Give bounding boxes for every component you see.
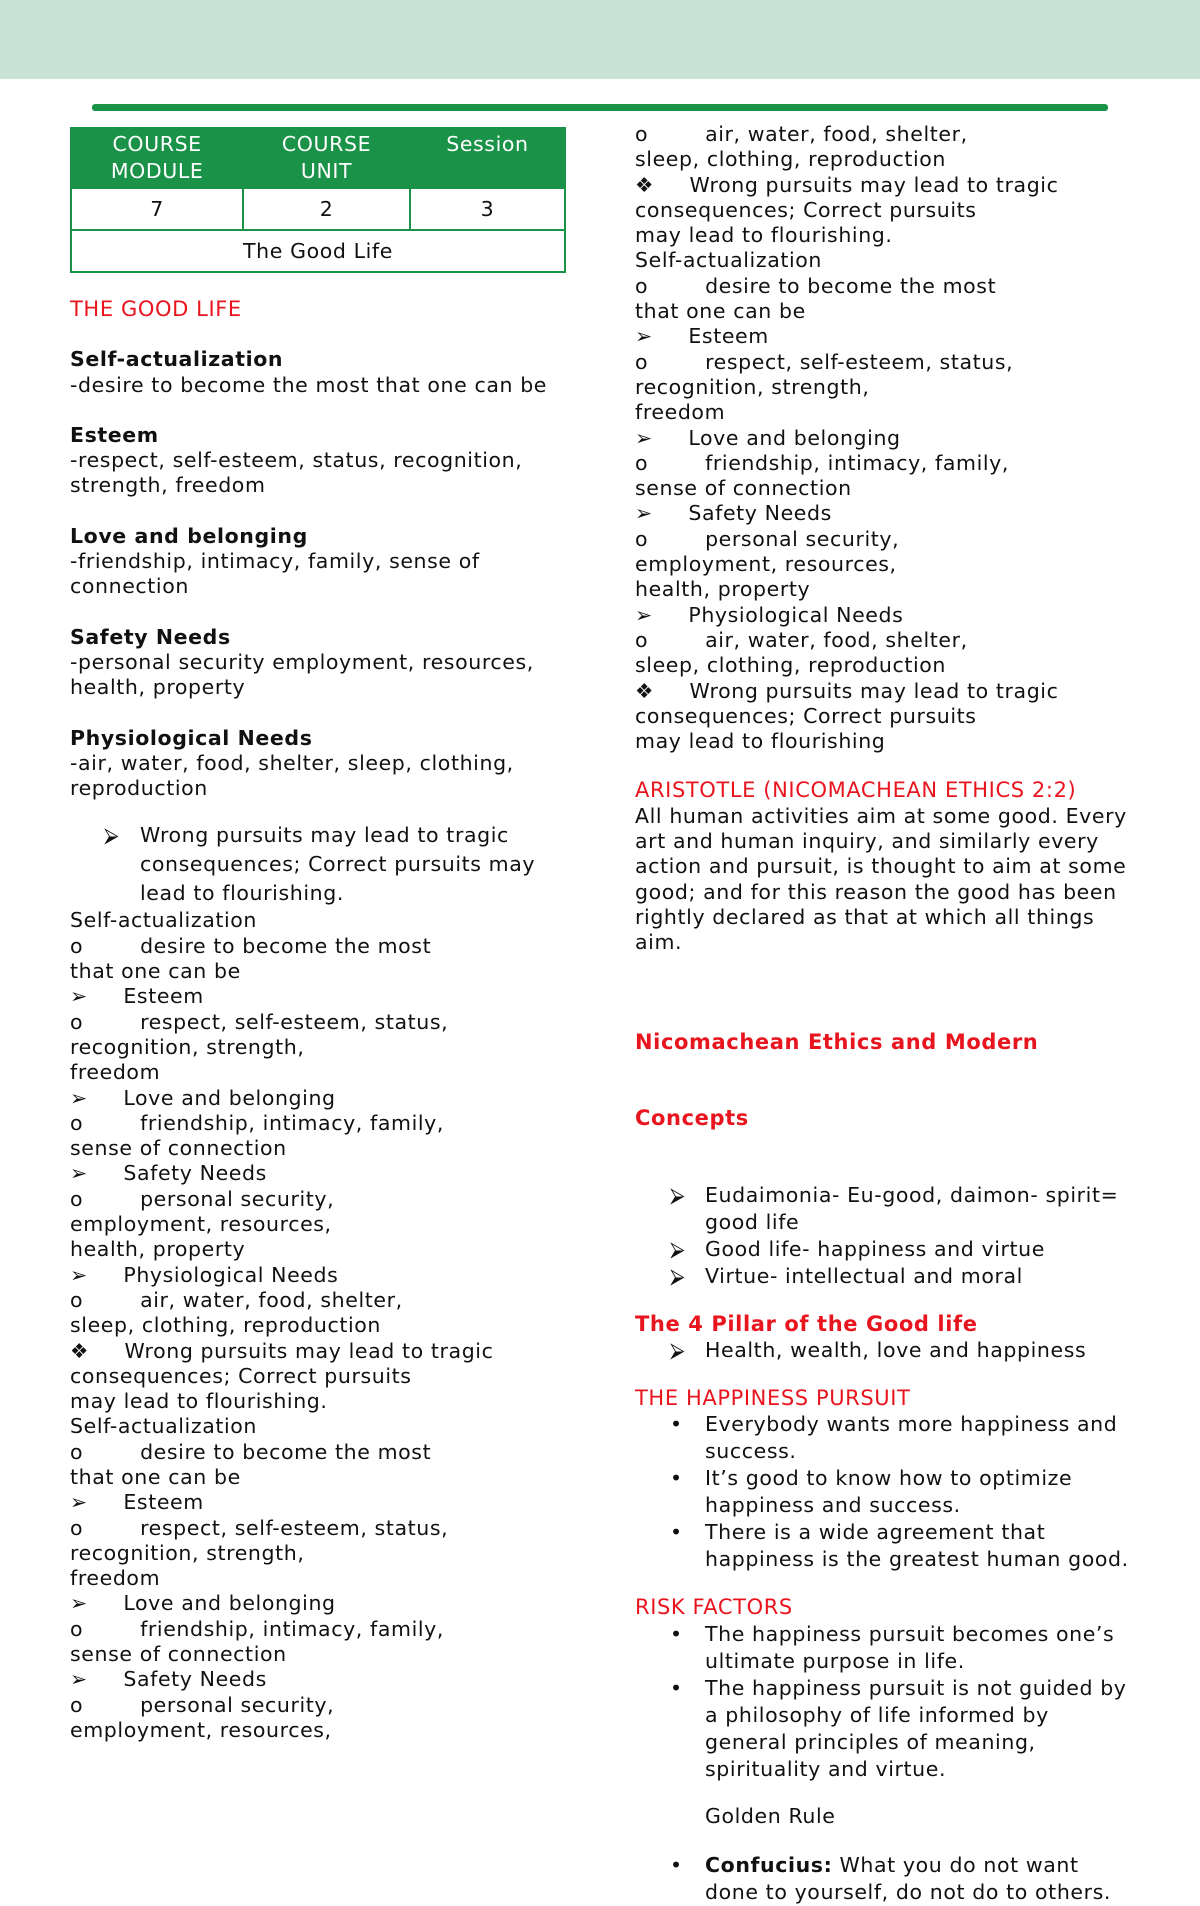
list-item	[635, 1519, 1135, 1573]
text-line: o respect, self-esteem, status,	[635, 349, 1014, 374]
bullet-dot-icon: •	[670, 1520, 683, 1545]
needs-section	[70, 423, 590, 499]
needs-section	[70, 524, 590, 600]
list-item	[635, 1411, 1135, 1465]
text-line: o desire to become the most	[635, 273, 997, 298]
nicomachean-heading-line: Concepts	[635, 1105, 749, 1130]
bullet-dot-icon: •	[670, 1675, 683, 1700]
text-line: ➢ Esteem	[70, 984, 204, 1009]
section-line: strength, freedom	[70, 473, 266, 498]
arrow-note-line: consequences; Correct pursuits may	[140, 852, 536, 877]
text-line: o personal security,	[70, 1692, 335, 1717]
list-item-line: Health, wealth, love and happiness	[705, 1338, 1087, 1363]
text-line: ➢ Safety Needs	[635, 501, 832, 526]
list-item-line: Eudaimonia- Eu-good, daimon- spirit=	[705, 1182, 1119, 1207]
right-column	[635, 122, 1135, 1906]
text-line: ➢ Physiological Needs	[635, 602, 904, 627]
text-line: may lead to flourishing.	[70, 1389, 328, 1414]
text-line: that one can be	[635, 299, 806, 324]
text-line: All human activities aim at some good. Every	[635, 803, 1127, 828]
header-course-unit: COURSE UNIT	[243, 128, 410, 188]
section-line: -respect, self-esteem, status, recognition,	[70, 448, 523, 473]
confucius-text-line: done to yourself, do not do to others.	[705, 1879, 1112, 1904]
text-line: recognition, strength,	[635, 374, 870, 399]
text-line: o friendship, intimacy, family,	[635, 450, 1010, 475]
text-line: ❖ Wrong pursuits may lead to tragic	[635, 172, 1059, 197]
right-raw-text	[635, 122, 1135, 754]
text-line: good; and for this reason the good has been	[635, 879, 1117, 904]
bullet-dot-icon: •	[670, 1852, 683, 1877]
section-line: connection	[70, 574, 189, 599]
text-line: ➢ Physiological Needs	[70, 1262, 339, 1287]
arrow-bullet-icon: ⮚	[104, 823, 120, 848]
text-line: aim.	[635, 930, 683, 955]
text-line: employment, resources,	[70, 1212, 332, 1237]
bullet-dot-icon: •	[670, 1621, 683, 1646]
nicomachean-heading-line: Nicomachean Ethics and Modern	[635, 1030, 1039, 1055]
list-item-line: Virtue- intellectual and moral	[705, 1263, 1023, 1288]
text-line: o respect, self-esteem, status,	[70, 1009, 449, 1034]
header-session: Session	[410, 128, 565, 188]
text-line: ➢ Safety Needs	[70, 1667, 267, 1692]
list-item-line: good life	[705, 1209, 800, 1234]
list-item	[635, 1465, 1135, 1519]
aristotle-heading: ARISTOTLE (NICOMACHEAN ETHICS 2:2)	[635, 778, 1077, 803]
text-line: freedom	[70, 1566, 161, 1591]
text-line: ❖ Wrong pursuits may lead to tragic	[70, 1338, 494, 1363]
text-line: ➢ Esteem	[635, 324, 769, 349]
text-line: employment, resources,	[70, 1717, 332, 1742]
list-item-line: The happiness pursuit becomes one’s	[705, 1621, 1115, 1646]
list-item-line: a philosophy of life informed by	[705, 1702, 1049, 1727]
arrow-bullet-icon: ⮚	[670, 1338, 686, 1363]
text-line: o desire to become the most	[70, 933, 432, 958]
list-item-line: spirituality and virtue.	[705, 1756, 947, 1781]
text-line: sleep, clothing, reproduction	[70, 1313, 381, 1338]
list-item-line: success.	[705, 1439, 797, 1464]
list-item-line: There is a wide agreement that	[705, 1520, 1046, 1545]
arrow-note	[70, 821, 590, 908]
arrow-bullet-icon: ⮚	[670, 1263, 686, 1288]
text-line: ❖ Wrong pursuits may lead to tragic	[635, 678, 1059, 703]
list-item	[635, 1236, 1135, 1263]
bullet-dot-icon: •	[670, 1466, 683, 1491]
text-line: sense of connection	[70, 1642, 287, 1667]
golden-rule: Golden Rule	[705, 1803, 836, 1828]
text-line: that one can be	[70, 959, 241, 984]
text-line: sleep, clothing, reproduction	[635, 147, 946, 172]
aristotle-quote	[635, 804, 1135, 956]
pillar-heading: The 4 Pillar of the Good life	[635, 1311, 978, 1336]
text-line: health, property	[70, 1237, 246, 1262]
pillar-list	[635, 1337, 1135, 1364]
list-item-line: happiness is the greatest human good.	[705, 1547, 1129, 1572]
list-item-line: Good life- happiness and virtue	[705, 1236, 1045, 1261]
course-info-table	[70, 127, 566, 273]
section-title: Safety Needs	[70, 624, 231, 649]
text-line: employment, resources,	[635, 552, 897, 577]
left-raw-text	[70, 908, 590, 1743]
list-item-line: It’s good to know how to optimize	[705, 1466, 1073, 1491]
needs-sections	[70, 347, 590, 801]
happiness-list	[635, 1411, 1135, 1573]
text-line: freedom	[70, 1060, 161, 1085]
text-line: Self-actualization	[635, 248, 823, 273]
happiness-heading: THE HAPPINESS PURSUIT	[635, 1386, 911, 1411]
bullet-dot-icon: •	[670, 1412, 683, 1437]
list-item-line: general principles of meaning,	[705, 1729, 1036, 1754]
list-item	[635, 1675, 1135, 1783]
left-column	[70, 127, 590, 1743]
text-line: consequences; Correct pursuits	[635, 703, 977, 728]
arrow-bullet-icon: ⮚	[670, 1182, 686, 1207]
risk-heading: RISK FACTORS	[635, 1595, 793, 1620]
text-line: o friendship, intimacy, family,	[70, 1110, 445, 1135]
text-line: art and human inquiry, and similarly every	[635, 829, 1099, 854]
text-line: action and pursuit, is thought to aim at some	[635, 854, 1127, 879]
topic-title: The Good Life	[71, 230, 565, 272]
section-line: -friendship, intimacy, family, sense of	[70, 549, 480, 574]
text-line: sense of connection	[70, 1136, 287, 1161]
section-line: health, property	[70, 675, 246, 700]
section-title: Physiological Needs	[70, 725, 313, 750]
text-line: o personal security,	[635, 526, 900, 551]
text-line: Self-actualization	[70, 908, 258, 933]
list-item-line: The happiness pursuit is not guided by	[705, 1675, 1127, 1700]
text-line: o air, water, food, shelter,	[70, 1287, 403, 1312]
confucius-item	[635, 1852, 1135, 1906]
text-line: recognition, strength,	[70, 1540, 305, 1565]
text-line: ➢ Love and belonging	[70, 1085, 336, 1110]
section-title: Esteem	[70, 422, 159, 447]
nicomachean-list	[635, 1182, 1135, 1290]
list-item	[635, 1337, 1135, 1364]
section-title: Love and belonging	[70, 523, 308, 548]
text-line: may lead to flourishing	[635, 729, 886, 754]
section-line: -air, water, food, shelter, sleep, clothing,	[70, 750, 514, 775]
nicomachean-heading	[635, 980, 1135, 1182]
header-rule	[92, 104, 1108, 111]
confucius-label: Confucius:	[705, 1852, 833, 1877]
arrow-note-line: Wrong pursuits may lead to tragic	[140, 823, 509, 848]
text-line: ➢ Love and belonging	[635, 425, 901, 450]
list-item-line: happiness and success.	[705, 1493, 961, 1518]
arrow-bullet-icon: ⮚	[670, 1236, 686, 1261]
needs-section	[70, 625, 590, 701]
session-value: 3	[410, 188, 565, 230]
text-line: o desire to become the most	[70, 1439, 432, 1464]
confucius-text-line: What you do not want	[839, 1852, 1079, 1877]
list-item-line: Everybody wants more happiness and	[705, 1412, 1118, 1437]
course-module-value: 7	[71, 188, 243, 230]
text-line: that one can be	[70, 1464, 241, 1489]
text-line: o personal security,	[70, 1186, 335, 1211]
list-item-line: ultimate purpose in life.	[705, 1648, 965, 1673]
list-item	[635, 1263, 1135, 1290]
text-line: sense of connection	[635, 476, 852, 501]
text-line: sleep, clothing, reproduction	[635, 653, 946, 678]
text-line: o air, water, food, shelter,	[635, 122, 968, 146]
text-line: ➢ Love and belonging	[70, 1591, 336, 1616]
text-line: ➢ Safety Needs	[70, 1161, 267, 1186]
text-line: health, property	[635, 577, 811, 602]
text-line: may lead to flourishing.	[635, 223, 893, 248]
good-life-heading: THE GOOD LIFE	[70, 297, 242, 321]
section-line: -personal security employment, resources,	[70, 649, 534, 674]
text-line: Self-actualization	[70, 1414, 258, 1439]
header-course-module: COURSE MODULE	[71, 128, 243, 188]
list-item	[635, 1182, 1135, 1236]
header-band	[0, 0, 1200, 79]
text-line: o air, water, food, shelter,	[635, 627, 968, 652]
text-line: consequences; Correct pursuits	[635, 197, 977, 222]
text-line: ➢ Esteem	[70, 1490, 204, 1515]
risk-list	[635, 1621, 1135, 1783]
course-unit-value: 2	[243, 188, 410, 230]
text-line: consequences; Correct pursuits	[70, 1363, 412, 1388]
needs-section	[70, 347, 590, 398]
arrow-note-line: lead to flourishing.	[140, 881, 344, 906]
text-line: freedom	[635, 400, 726, 425]
needs-section	[70, 726, 590, 802]
text-line: rightly declared as that at which all things	[635, 904, 1095, 929]
text-line: recognition, strength,	[70, 1034, 305, 1059]
list-item	[635, 1621, 1135, 1675]
section-line: -desire to become the most that one can be	[70, 372, 548, 397]
section-title: Self-actualization	[70, 347, 284, 372]
section-line: reproduction	[70, 776, 208, 801]
text-line: o respect, self-esteem, status,	[70, 1515, 449, 1540]
text-line: o friendship, intimacy, family,	[70, 1616, 445, 1641]
